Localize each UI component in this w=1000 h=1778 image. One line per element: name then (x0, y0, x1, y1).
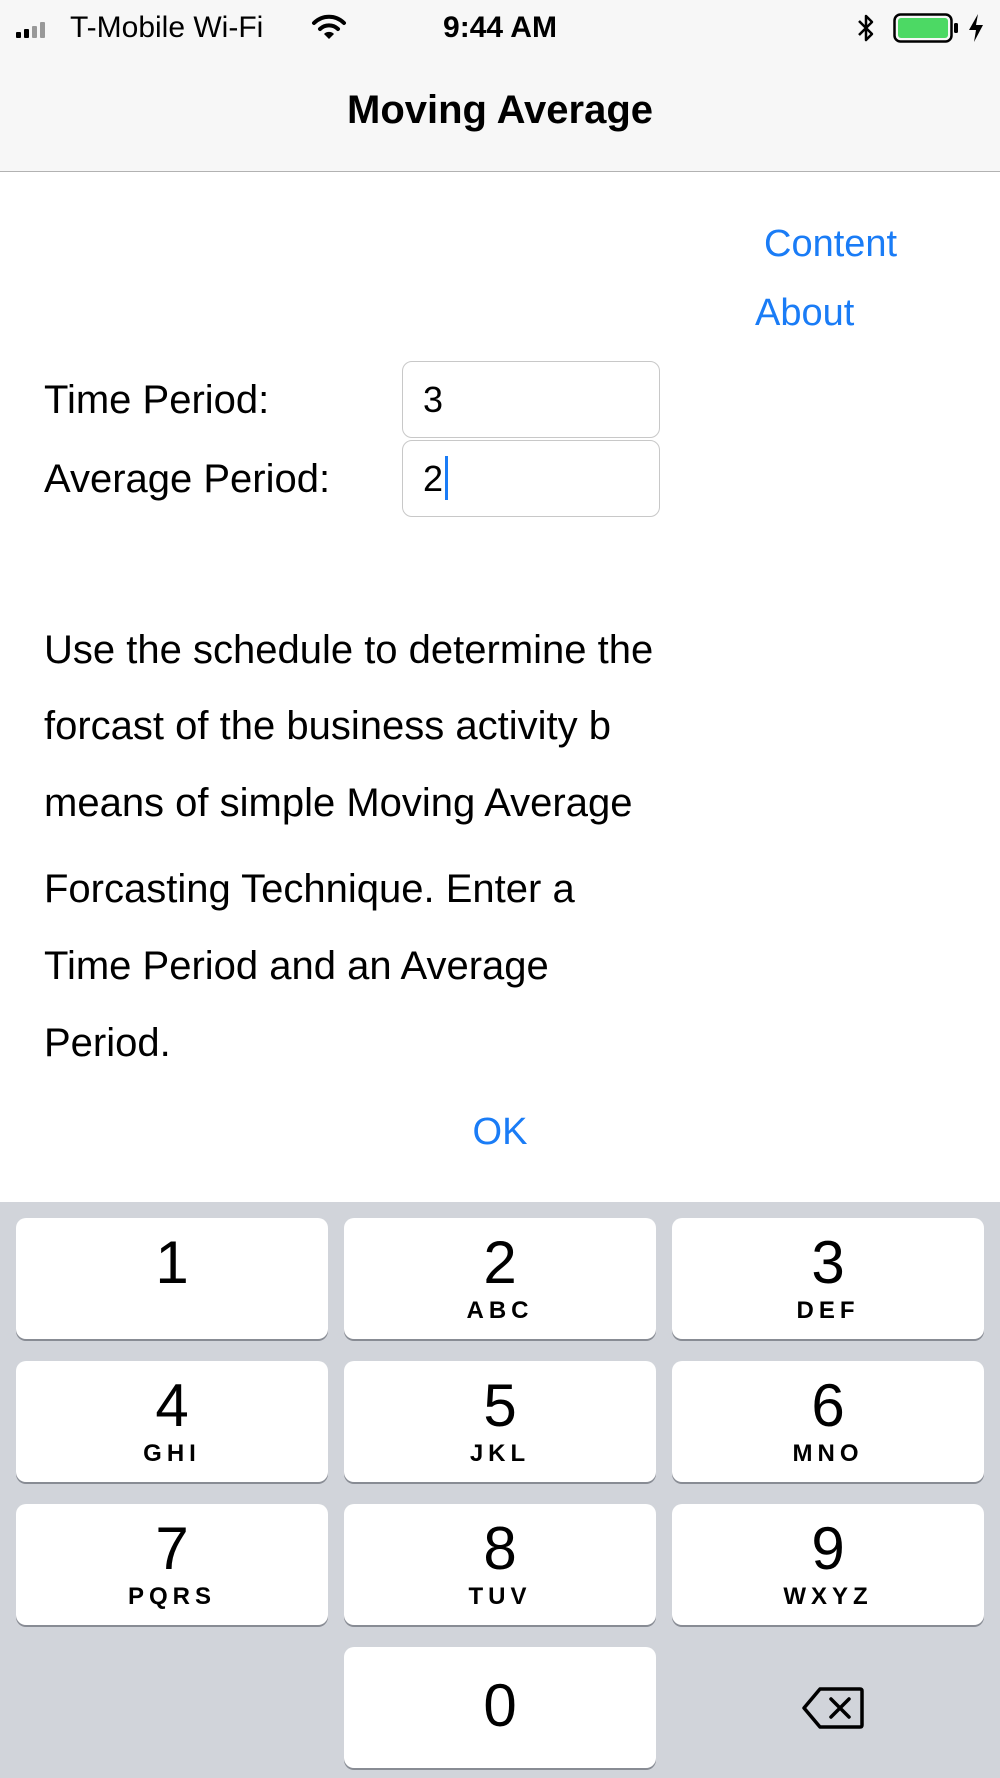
key-1[interactable] (16, 1218, 328, 1339)
key-digit: 8 (483, 1515, 517, 1582)
navigation-bar (0, 56, 1000, 172)
key-digit: 7 (155, 1515, 189, 1582)
key-0[interactable] (344, 1647, 656, 1768)
description-line: Forcasting Technique. Enter a (44, 867, 575, 911)
content-link[interactable]: Content (764, 223, 898, 265)
time-period-label: Time Period: (44, 378, 270, 422)
key-letters: DEF (796, 1297, 860, 1324)
charging-bolt-icon (966, 12, 986, 44)
description-line: Period. (44, 1021, 171, 1065)
about-link[interactable]: About (755, 292, 855, 334)
key-digit: 2 (483, 1229, 517, 1296)
status-bar (0, 0, 1000, 56)
description-line: Use the schedule to determine the (44, 628, 654, 672)
key-digit: 0 (483, 1672, 517, 1739)
average-period-value: 2 (423, 458, 444, 499)
key-digit: 4 (155, 1372, 189, 1439)
bluetooth-icon (855, 12, 877, 44)
key-digit: 3 (811, 1229, 845, 1296)
key-letters: GHI (143, 1440, 201, 1467)
carrier-name: T-Mobile Wi-Fi (70, 11, 264, 44)
key-letters: MNO (792, 1440, 864, 1467)
key-letters: JKL (469, 1440, 531, 1467)
time-period-value: 3 (423, 379, 444, 420)
delete-key[interactable] (676, 1646, 988, 1767)
key-digit: 1 (155, 1229, 189, 1296)
key-3[interactable] (672, 1218, 984, 1339)
key-digit: 9 (811, 1515, 845, 1582)
key-letters: ABC (466, 1297, 534, 1324)
key-5[interactable] (344, 1361, 656, 1482)
average-period-input[interactable] (402, 440, 660, 517)
text-cursor (445, 456, 448, 500)
description-line: forcast of the business activity b (44, 704, 611, 748)
key-digit: 5 (483, 1372, 517, 1439)
key-4[interactable] (16, 1361, 328, 1482)
key-7[interactable] (16, 1504, 328, 1625)
key-9[interactable] (672, 1504, 984, 1625)
key-letters: WXYZ (783, 1583, 873, 1610)
key-8[interactable] (344, 1504, 656, 1625)
backspace-icon (802, 1686, 864, 1730)
key-digit: 6 (811, 1372, 845, 1439)
key-letters: PQRS (127, 1583, 216, 1610)
ok-button[interactable]: OK (472, 1111, 528, 1153)
description-line: Time Period and an Average (44, 944, 549, 988)
description-line: means of simple Moving Average (44, 781, 633, 825)
key-2[interactable] (344, 1218, 656, 1339)
key-letters: TUV (468, 1583, 532, 1610)
page-title: Moving Average (347, 88, 653, 132)
average-period-label: Average Period: (44, 457, 331, 501)
key-6[interactable] (672, 1361, 984, 1482)
time-period-input[interactable] (402, 361, 660, 438)
status-time: 9:44 AM (443, 11, 557, 44)
battery-icon (893, 13, 959, 43)
